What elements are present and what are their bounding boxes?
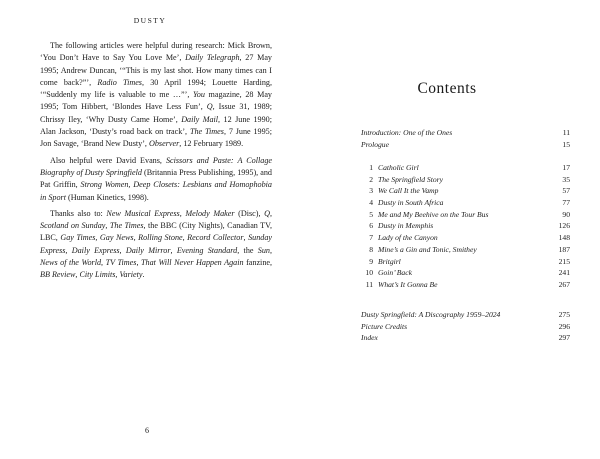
chapter-number: 11 bbox=[365, 279, 373, 289]
toc-title: Catholic Girl bbox=[378, 163, 419, 172]
chapter-number: 6 bbox=[369, 221, 373, 231]
toc-page-number: 17 bbox=[562, 163, 570, 172]
toc-page-number: 90 bbox=[562, 209, 570, 219]
toc-front-matter bbox=[361, 127, 570, 150]
ack-paragraph: The following articles were helpful during research: Mick Brown, ‘You Don’t Have to Say You Love Me’, Daily Telegraph, 27 May 1995; Andrew Duncan, ‘“This is my last shot. How many times can I come back?”’, Radio Times, 30 April 1994; Louette Harding, ‘“Suddenly my life is valuable to me …”’, You magazine, 28 May 1995; Tom Hibbert, ‘Blondes Have Less Fun’, Q, Issue 31, 1989; Chrissy Iley, ‘Why Dusty Came Home’, Daily Mail, 12 June 1990; Alan Jackson, ‘Dusty’s road back on track’, The Times, 7 June 1995; Jon Savage, ‘Brand New Dusty’, Observer, 12 February 1989. bbox=[40, 41, 273, 149]
toc-entry bbox=[361, 220, 570, 232]
toc-page-number: 297 bbox=[558, 333, 570, 343]
toc-title: Mine’s a Gin and Tonic, Smithey bbox=[378, 244, 477, 254]
toc-title: Prologue bbox=[361, 139, 389, 149]
toc-page-number: 11 bbox=[562, 128, 570, 137]
toc-title: Picture Credits bbox=[361, 321, 408, 331]
chapter-number: 2 bbox=[369, 174, 373, 184]
toc-entry bbox=[361, 256, 570, 268]
chapter-number: 3 bbox=[369, 186, 373, 196]
toc-title: Lady of the Canyon bbox=[378, 233, 438, 243]
toc-title: The Springfield Story bbox=[378, 174, 443, 184]
toc-page-number: 275 bbox=[558, 310, 570, 319]
chapter-number: 5 bbox=[369, 209, 373, 219]
toc-entry bbox=[361, 174, 570, 186]
chapter-number: 4 bbox=[369, 198, 373, 208]
toc-entry bbox=[361, 139, 570, 151]
toc-entry bbox=[361, 309, 570, 321]
toc-title: We Call It the Vamp bbox=[378, 186, 439, 196]
toc-entry bbox=[361, 197, 570, 209]
running-head: DUSTY bbox=[133, 16, 167, 25]
toc-entry bbox=[361, 127, 570, 139]
toc-page-number: 57 bbox=[562, 186, 570, 196]
toc-page-number: 296 bbox=[558, 321, 570, 331]
toc-entry bbox=[361, 321, 570, 333]
toc-title: Index bbox=[361, 333, 378, 343]
toc-title: Goin’ Back bbox=[378, 268, 412, 278]
ack-paragraph: Thanks also to: New Musical Express, Melody Maker (Disc), Q, Scotland on Sunday, The Times, the BBC (City Nights), Canadian TV, LBC, Gay Times, Gay News, Rolling Stone, Record Collector, Sunday Express, Daily Express, Daily Mirror, Evening Standard, the Sun, News of the World, TV Times, That Will Never Happen Again fanzine, BB Review, City Limits, Variety. bbox=[40, 208, 273, 280]
chapter-number: 10 bbox=[365, 268, 373, 278]
acknowledgements-text bbox=[40, 40, 272, 286]
toc-page-number: 187 bbox=[558, 244, 570, 254]
toc-entry bbox=[361, 232, 570, 244]
chapter-number: 7 bbox=[369, 233, 373, 243]
toc-title: Me and My Beehive on the Tour Bus bbox=[378, 209, 489, 219]
toc-entry bbox=[361, 267, 570, 279]
chapter-number: 1 bbox=[369, 163, 373, 172]
toc-entry bbox=[361, 332, 570, 344]
toc-page-number: 215 bbox=[558, 256, 570, 266]
toc-title: Dusty Springfield: A Discography 1959–2024 bbox=[361, 310, 501, 319]
toc-back-matter bbox=[361, 309, 570, 344]
toc-title: Introduction: One of the Ones bbox=[361, 128, 453, 137]
toc-title: Britgirl bbox=[378, 256, 401, 266]
toc-title: Dusty in Memphis bbox=[378, 221, 434, 231]
toc-page-number: 126 bbox=[558, 221, 570, 231]
chapter-number: 9 bbox=[369, 256, 373, 266]
chapter-number: 8 bbox=[369, 244, 373, 254]
toc-page-number: 148 bbox=[558, 233, 570, 243]
toc-page-number: 15 bbox=[562, 139, 570, 149]
page-number: 6 bbox=[145, 426, 149, 435]
toc-chapters bbox=[361, 162, 570, 291]
toc-page-number: 77 bbox=[562, 198, 570, 208]
ack-paragraph: Also helpful were David Evans, Scissors and Paste: A Collage Biography of Dusty Springfield (Britannia Press Publishing, 1995), and Pat Griffin, Strong Women, Deep Closets: Lesbians and Homophobia in Sport (Human Kinetics, 1998). bbox=[40, 155, 272, 202]
toc-title: What’s It Gonna Be bbox=[378, 279, 438, 289]
toc-entry bbox=[361, 244, 570, 256]
toc-page-number: 241 bbox=[558, 268, 570, 278]
toc-entry bbox=[361, 209, 570, 221]
contents-heading: Contents bbox=[417, 80, 477, 97]
toc-page-number: 35 bbox=[562, 174, 570, 184]
toc-entry bbox=[361, 162, 570, 174]
toc-entry bbox=[361, 185, 570, 197]
toc-title: Dusty in South Africa bbox=[378, 198, 444, 208]
toc-page-number: 267 bbox=[558, 279, 570, 289]
toc-entry bbox=[361, 279, 570, 291]
